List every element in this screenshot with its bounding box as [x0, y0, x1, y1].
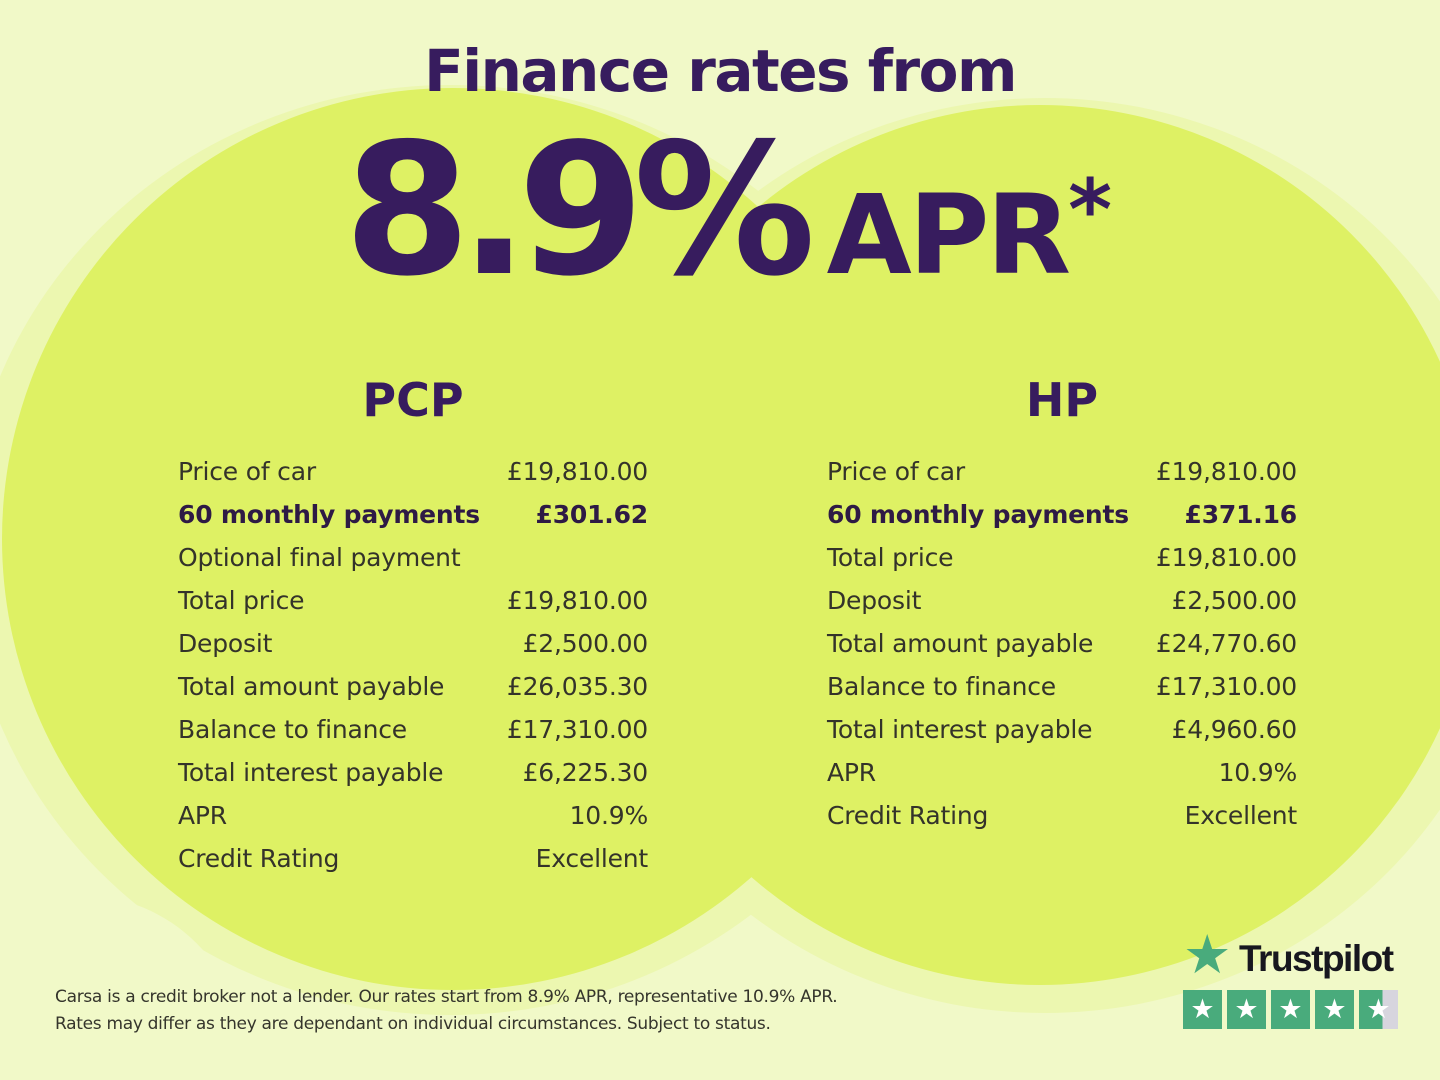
rate-asterisk: *	[1068, 161, 1113, 259]
trustpilot-stars	[1183, 990, 1403, 1029]
plan-section-hp	[827, 374, 1297, 837]
row-label: Credit Rating	[827, 801, 989, 830]
row-label: Total price	[827, 543, 954, 572]
finance-row	[827, 493, 1297, 536]
row-value: £2,500.00	[1171, 586, 1297, 615]
finance-row	[178, 794, 648, 837]
trustpilot-badge	[1183, 923, 1403, 1029]
row-value: £301.62	[535, 500, 648, 529]
row-value: £6,225.30	[522, 758, 648, 787]
row-label: Total interest payable	[178, 758, 444, 787]
trustpilot-logo-row	[1183, 923, 1403, 986]
row-value: 10.9%	[1218, 758, 1297, 787]
rate-value: 8.9%	[343, 104, 805, 316]
row-label: Deposit	[827, 586, 922, 615]
plan-title-pcp: PCP	[362, 373, 464, 427]
hero-rate	[0, 104, 1440, 316]
finance-row	[178, 579, 648, 622]
row-label: Deposit	[178, 629, 273, 658]
row-value: Excellent	[535, 844, 648, 873]
finance-row	[827, 708, 1297, 751]
row-label: Optional final payment	[178, 543, 461, 572]
finance-row	[178, 536, 648, 579]
star-icon: ★	[1366, 994, 1391, 1025]
trustpilot-star-icon: ★	[1183, 923, 1232, 986]
row-label: Credit Rating	[178, 844, 340, 873]
finance-row	[827, 665, 1297, 708]
row-label: APR	[178, 801, 227, 830]
trustpilot-wordmark: Trustpilot	[1239, 938, 1393, 979]
row-value: £26,035.30	[506, 672, 648, 701]
row-value: £371.16	[1184, 500, 1297, 529]
row-label: Price of car	[827, 457, 965, 486]
trustpilot-star-box	[1183, 990, 1222, 1029]
row-value: £19,810.00	[1155, 457, 1297, 486]
plan-rows-hp	[827, 450, 1297, 837]
finance-row	[178, 837, 648, 880]
finance-row	[178, 665, 648, 708]
plan-title-hp: HP	[1025, 373, 1099, 427]
row-label: 60 monthly payments	[827, 500, 1129, 529]
row-value: £19,810.00	[506, 457, 648, 486]
rate-unit: APR	[826, 171, 1069, 299]
disclaimer-line-2: Rates may differ as they are dependant on individual circumstances. Subject to status.	[55, 1014, 771, 1034]
row-value: £2,500.00	[522, 629, 648, 658]
row-label: Balance to finance	[827, 672, 1056, 701]
page-title: Finance rates from	[424, 37, 1016, 105]
row-label: 60 monthly payments	[178, 500, 480, 529]
finance-row	[827, 794, 1297, 837]
row-value: £24,770.60	[1155, 629, 1297, 658]
row-value: £4,960.60	[1171, 715, 1297, 744]
star-icon: ★	[1322, 994, 1347, 1025]
plan-rows-pcp	[178, 450, 648, 880]
plan-section-pcp	[178, 374, 648, 880]
row-label: Total amount payable	[827, 629, 1094, 658]
row-label: Balance to finance	[178, 715, 407, 744]
disclaimer	[55, 984, 837, 1038]
star-icon: ★	[1234, 994, 1259, 1025]
star-icon: ★	[1190, 994, 1215, 1025]
trustpilot-star-box	[1271, 990, 1310, 1029]
finance-row	[178, 450, 648, 493]
finance-row	[178, 708, 648, 751]
finance-row	[827, 622, 1297, 665]
row-label: Price of car	[178, 457, 316, 486]
finance-row	[178, 493, 648, 536]
trustpilot-star-box	[1227, 990, 1266, 1029]
row-label: Total price	[178, 586, 305, 615]
row-value: Excellent	[1184, 801, 1297, 830]
finance-row	[178, 622, 648, 665]
finance-row	[178, 751, 648, 794]
row-value: £19,810.00	[1155, 543, 1297, 572]
trustpilot-star-box	[1315, 990, 1354, 1029]
finance-row	[827, 751, 1297, 794]
disclaimer-line-1: Carsa is a credit broker not a lender. Our rates start from 8.9% APR, representative 10.9% APR.	[55, 987, 838, 1007]
finance-row	[827, 450, 1297, 493]
trustpilot-star-box	[1359, 990, 1398, 1029]
star-icon: ★	[1278, 994, 1303, 1025]
finance-row	[827, 579, 1297, 622]
row-value: 10.9%	[569, 801, 648, 830]
row-value: £19,810.00	[506, 586, 648, 615]
row-label: APR	[827, 758, 876, 787]
finance-row	[827, 536, 1297, 579]
row-value: £17,310.00	[506, 715, 648, 744]
row-label: Total amount payable	[178, 672, 445, 701]
row-value: £17,310.00	[1155, 672, 1297, 701]
row-label: Total interest payable	[827, 715, 1093, 744]
